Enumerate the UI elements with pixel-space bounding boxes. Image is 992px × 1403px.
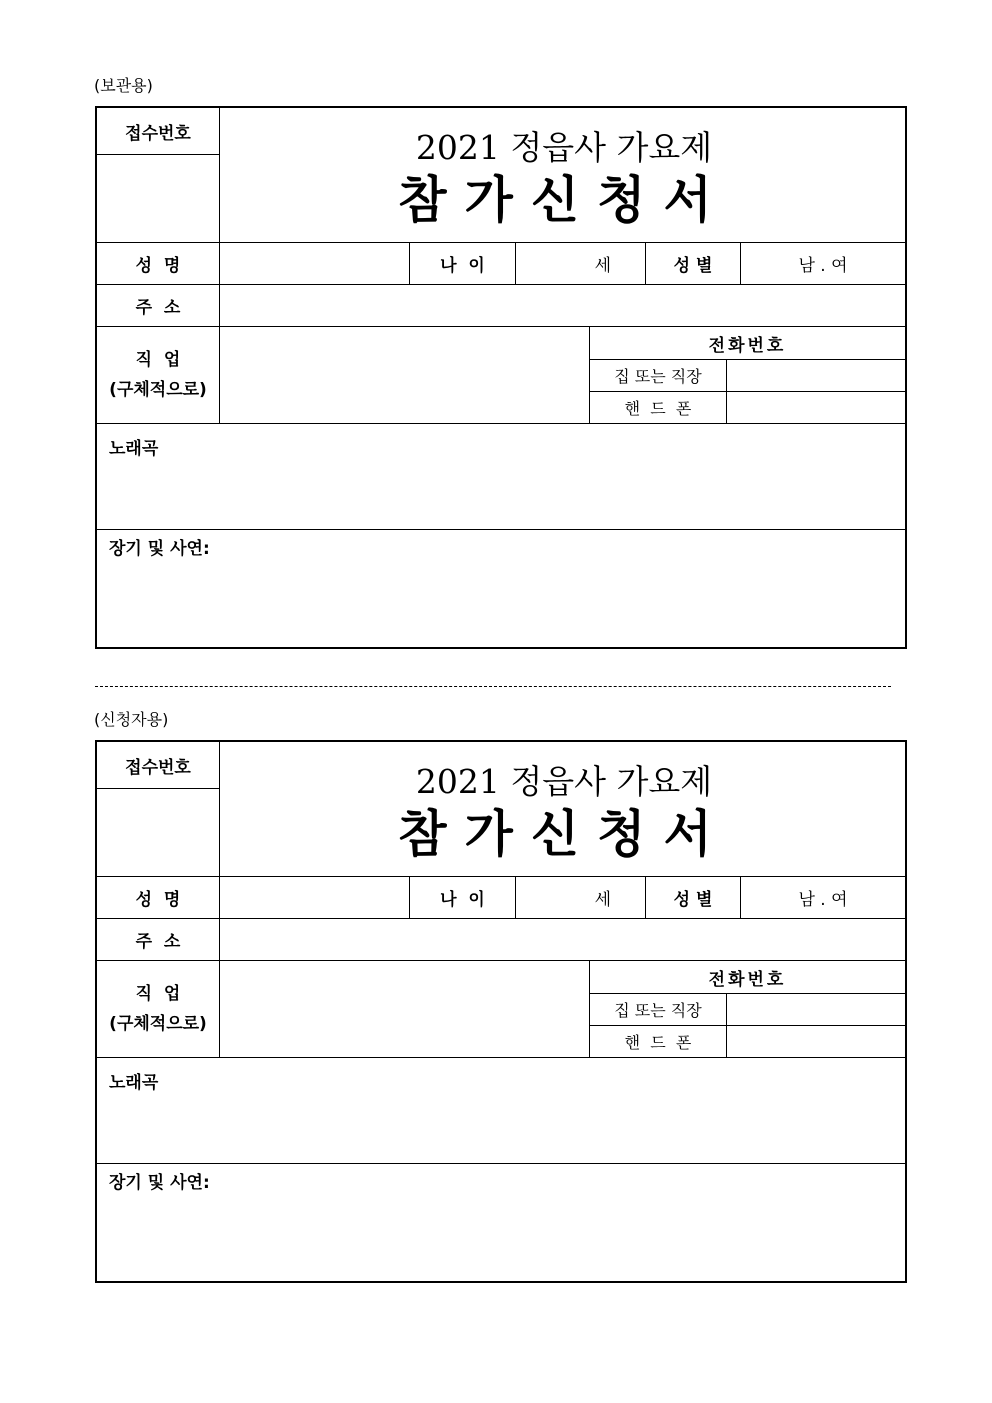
name-field[interactable] xyxy=(220,243,409,284)
grid-line xyxy=(97,529,905,530)
grid-line xyxy=(97,1057,905,1058)
job-sub-label: (구체적으로) xyxy=(109,380,207,400)
name-label: 성 명 xyxy=(135,890,181,910)
song-label: 노래곡 xyxy=(109,439,159,459)
talent-field[interactable] xyxy=(97,558,905,647)
phone-header: 전화번호 xyxy=(708,335,787,356)
mobile-label: 핸 드 폰 xyxy=(624,1033,692,1052)
gender-field[interactable] xyxy=(741,243,905,284)
form-title-year: 2021 정읍사 가요제 xyxy=(415,762,713,801)
cut-line xyxy=(95,686,891,687)
age-field[interactable] xyxy=(516,243,645,284)
job-field[interactable] xyxy=(220,961,589,1057)
home-phone-label: 집 또는 직장 xyxy=(614,367,702,386)
gender-options: 남 . 여 xyxy=(798,890,848,910)
song-label: 노래곡 xyxy=(109,1073,159,1093)
age-unit: 세 xyxy=(594,256,611,276)
job-label: 직 업 xyxy=(135,984,181,1004)
home-phone-label: 집 또는 직장 xyxy=(614,1001,702,1020)
talent-label: 장기 및 사연: xyxy=(109,539,210,559)
age-label: 나 이 xyxy=(440,890,485,910)
song-field[interactable] xyxy=(97,458,905,529)
age-label: 나 이 xyxy=(440,256,485,276)
job-label-block xyxy=(97,327,219,423)
grid-line xyxy=(97,1163,905,1164)
receipt-number-field[interactable] xyxy=(97,789,219,876)
job-label: 직 업 xyxy=(135,350,181,370)
application-form-applicant xyxy=(95,740,907,1283)
gender-field[interactable] xyxy=(741,877,905,918)
mobile-field[interactable] xyxy=(727,1026,905,1057)
form-title-year: 2021 정읍사 가요제 xyxy=(415,128,713,167)
application-form-archive xyxy=(95,106,907,649)
age-field[interactable] xyxy=(516,877,645,918)
mobile-label: 핸 드 폰 xyxy=(624,399,692,418)
mobile-field[interactable] xyxy=(727,392,905,423)
gender-options: 남 . 여 xyxy=(798,256,848,276)
song-field[interactable] xyxy=(97,1092,905,1163)
form-title-main: 참가신청서 xyxy=(398,805,730,863)
form-title-main: 참가신청서 xyxy=(398,171,730,229)
phone-header: 전화번호 xyxy=(708,969,787,990)
name-label: 성 명 xyxy=(135,256,181,276)
talent-label: 장기 및 사연: xyxy=(109,1173,210,1193)
address-field[interactable] xyxy=(220,285,905,326)
talent-field[interactable] xyxy=(97,1192,905,1281)
grid-line xyxy=(97,423,905,424)
receipt-number-field[interactable] xyxy=(97,155,219,242)
address-label: 주 소 xyxy=(135,298,181,318)
address-field[interactable] xyxy=(220,919,905,960)
name-field[interactable] xyxy=(220,877,409,918)
address-label: 주 소 xyxy=(135,932,181,952)
receipt-number-label: 접수번호 xyxy=(125,757,191,778)
gender-label: 성 별 xyxy=(673,256,713,276)
copy-label: (보관용) xyxy=(94,76,153,95)
home-phone-field[interactable] xyxy=(727,994,905,1025)
copy-label: (신청자용) xyxy=(94,710,169,729)
job-label-block xyxy=(97,961,219,1057)
job-sub-label: (구체적으로) xyxy=(109,1014,207,1034)
gender-label: 성 별 xyxy=(673,890,713,910)
job-field[interactable] xyxy=(220,327,589,423)
home-phone-field[interactable] xyxy=(727,360,905,391)
receipt-number-label: 접수번호 xyxy=(125,123,191,144)
age-unit: 세 xyxy=(594,890,611,910)
